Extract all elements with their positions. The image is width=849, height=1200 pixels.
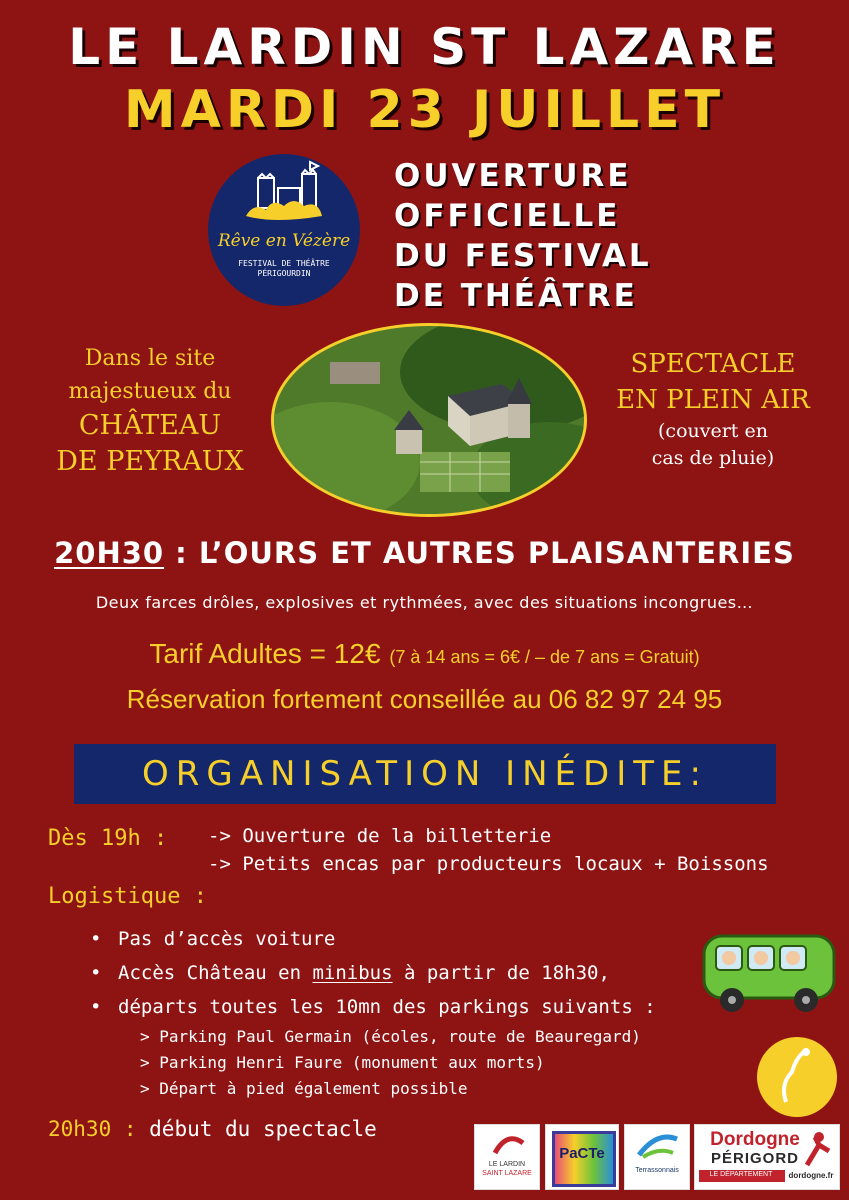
venue-line-4: DE PEYRAUX bbox=[56, 446, 244, 477]
partner-4-line-3: LE DÉPARTEMENT bbox=[709, 1171, 773, 1178]
logistics-bullet-1: • Pas d’accès voiture bbox=[90, 922, 656, 956]
opening-line-1: OUVERTURE bbox=[394, 158, 632, 194]
show-name: : L’OURS ET AUTRES PLAISANTERIES bbox=[164, 536, 795, 570]
opening-line-3: DU FESTIVAL bbox=[394, 238, 652, 274]
partner-4-line-4: dordogne.fr bbox=[788, 1171, 834, 1180]
opening-line-2: OFFICIELLE bbox=[394, 198, 621, 234]
show-title bbox=[0, 536, 849, 570]
parking-list bbox=[140, 1024, 641, 1102]
from-19h-items bbox=[208, 822, 769, 878]
partner-logo-lardin bbox=[474, 1124, 540, 1190]
logistics-bullet-3: • départs toutes les 10mn des parkings suivants : bbox=[90, 990, 656, 1024]
logo-name: Rêve en Vézère bbox=[217, 231, 351, 251]
terrassonnais-swoosh-icon bbox=[625, 1129, 689, 1161]
partner-1-line-1: LE LARDIN bbox=[488, 1161, 526, 1168]
show-start-text: début du spectacle bbox=[136, 1117, 377, 1141]
show-start bbox=[48, 1117, 377, 1141]
outdoor-line-3: (couvert en bbox=[658, 420, 768, 442]
chateau-photo bbox=[270, 322, 588, 518]
parking-item-2: > Parking Henri Faure (monument aux morts) bbox=[140, 1053, 545, 1072]
outdoor-line-1: SPECTACLE bbox=[630, 349, 796, 379]
partner-logo-dordogne bbox=[694, 1124, 840, 1190]
theatre-company-logo bbox=[756, 1036, 838, 1118]
pricing bbox=[0, 638, 849, 670]
outdoor-text bbox=[588, 346, 838, 472]
logo-subtitle-2: PÉRIGOURDIN bbox=[257, 269, 311, 278]
partner-2-text: PaCTe bbox=[559, 1145, 605, 1162]
venue-line-1: Dans le site bbox=[84, 346, 216, 371]
venue-line-2: majestueux du bbox=[68, 379, 232, 404]
outdoor-line-4: cas de pluie) bbox=[651, 447, 775, 469]
logistics-label: Logistique : bbox=[48, 884, 207, 909]
header-date: MARDI 23 JUILLET bbox=[123, 80, 726, 140]
show-start-time: 20h30 : bbox=[48, 1117, 137, 1141]
organisation-banner-text: ORGANISATION INÉDITE: bbox=[142, 754, 708, 794]
minibus-icon bbox=[692, 920, 842, 1020]
opening-line-4: DE THÉÂTRE bbox=[394, 278, 638, 314]
dordogne-figure-icon bbox=[797, 1129, 837, 1169]
show-description: Deux farces drôles, explosives et rythmées, avec des situations incongrues… bbox=[95, 593, 754, 612]
organisation-banner bbox=[74, 744, 776, 804]
from-19h-label: Dès 19h : bbox=[48, 826, 168, 851]
adult-price: Tarif Adultes = 12€ bbox=[149, 638, 381, 669]
partner-4-line-1: Dordogne bbox=[710, 1129, 800, 1150]
bullet-2-before: Accès Château en bbox=[118, 962, 313, 984]
parking-item-3: > Départ à pied également possible bbox=[140, 1079, 468, 1098]
logistics-bullet-2 bbox=[90, 956, 656, 990]
venue-text bbox=[30, 342, 270, 480]
from-item-2: -> Petits encas par producteurs locaux + Boissons bbox=[208, 853, 769, 875]
partner-1-line-2: SAINT LAZARE bbox=[482, 1170, 532, 1177]
reservation-phone: Réservation fortement conseillée au 06 82 97 24 95 bbox=[126, 684, 723, 714]
partner-logo-pacte bbox=[545, 1124, 619, 1190]
show-time: 20H30 bbox=[54, 536, 165, 570]
header-title: LE LARDIN ST LAZARE bbox=[68, 18, 781, 76]
bullet-2-after: à partir de 18h30, bbox=[392, 962, 610, 984]
venue-line-3: CHÂTEAU bbox=[78, 410, 222, 441]
from-item-1: -> Ouverture de la billetterie bbox=[208, 825, 552, 847]
outdoor-line-2: EN PLEIN AIR bbox=[616, 385, 810, 415]
logo-subtitle-1: FESTIVAL DE THÉÂTRE bbox=[238, 259, 330, 268]
lardin-emblem-icon bbox=[475, 1129, 539, 1159]
partner-4-line-2: PÉRIGORD bbox=[710, 1150, 799, 1167]
minibus-word: minibus bbox=[312, 962, 393, 984]
logistics-bullets bbox=[90, 922, 656, 1024]
partner-logo-terrassonnais bbox=[624, 1124, 690, 1190]
parking-item-1: > Parking Paul Germain (écoles, route de Beauregard) bbox=[140, 1027, 641, 1046]
partner-3-text: Terrassonnais bbox=[635, 1167, 679, 1174]
other-prices: (7 à 14 ans = 6€ / – de 7 ans = Gratuit) bbox=[389, 647, 700, 667]
festival-logo bbox=[206, 152, 362, 308]
opening-announcement bbox=[394, 156, 652, 316]
